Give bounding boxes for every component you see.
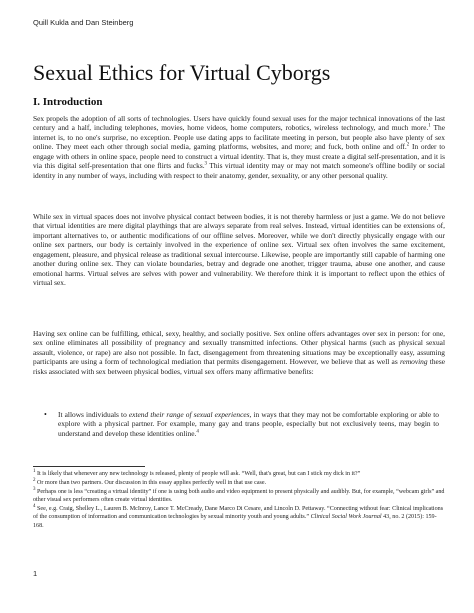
bullet-dot-icon: • [44, 410, 47, 419]
bullet-item-1 [44, 410, 440, 438]
paragraph-1-text-c: In order to engage with others in online space, people need to construct a virtual identity. That is, they must create a digital self-presentation, and it is via this digital self-presentation that one flirts and fucks. [33, 142, 445, 171]
bullet-1-emphasis: extend their range of sexual experiences [128, 410, 250, 419]
footnote-divider [33, 466, 145, 467]
footnote-ref-3[interactable]: 3 [204, 161, 208, 167]
paragraph-3-emphasis: removing [399, 357, 428, 367]
paper-title: Sexual Ethics for Virtual Cyborgs [33, 60, 331, 85]
page-number: 1 [33, 569, 38, 578]
footnote-1 [33, 470, 445, 478]
paragraph-1 [33, 114, 445, 180]
footnote-4 [33, 505, 445, 529]
footnote-1-text: It is likely that whenever any new technology is released, plenty of people will ask. “Well, that's great, but can I stick my dick in it?” [35, 471, 361, 477]
paragraph-3 [33, 329, 445, 376]
footnote-2 [33, 479, 445, 487]
footnote-ref-4[interactable]: 4 [196, 429, 199, 435]
paragraph-3-text-b: these risks associated with sex between physical bodies, virtual sex offers many affirmative benefits: [33, 357, 445, 376]
paragraph-3-text-a: Having sex online can be fulfilling, ethical, sexy, healthy, and socially positive. Sex online offers advantages over sex in person: for one, sex online eliminates all possibility of pregnancy and sexually transmitted infections. Other physical harms (such as physical sexual assault, violence, or rape) are also not possible. In fact, disengagement from threatening situations may be exceptionally easy, assuming participants are using a form of technological mediation that permits disengagement. However, we believe that as well as [33, 329, 445, 367]
bullet-1-text-b: , in ways that they may not be comfortable exploring or able to explore with a physical partner. For example, many gay and trans people, especially but not exclusively teens, may begin to understand and develop these identities online. [58, 410, 440, 438]
paragraph-1-text-a: Sex propels the adoption of all sorts of technologies. Users have quickly found sexual uses for the major technical innovations of the last century and a half, including telephones, movies, home videos, home computers, robotics, wireless technology, and much more. [33, 114, 445, 133]
running-header: Quill Kukla and Dan Steinberg [33, 18, 134, 27]
footnote-4-journal: Clinical Social Work Journal [310, 514, 382, 521]
footnote-3 [33, 488, 445, 504]
footnote-3-text: Perhaps one is less “creating a virtual identity” if one is using both audio and video equipment to present physically and audibly. But, for example, “webcam girls” and other visual sex performers often create virtual identities. [33, 489, 445, 504]
footnote-1-number: 1 [33, 468, 36, 474]
footnote-2-text: Or more than two partners. Our discussion in this essay applies perfectly well in that use case. [35, 480, 267, 487]
footnote-4-number: 4 [33, 504, 36, 510]
paragraph-2: While sex in virtual spaces does not involve physical contact between bodies, it is not thereby harmless or just a game. We do not believe that virtual identities are mere digital playthings that are always separate from real selves. Instead, virtual identities can be extensions of, important alternatives to, or authentic modifications of our offline selves. Moreover, while we don't directly physically engage with our online sex partners, our body is certainly involved in the experience of online sex. Virtual sex often involves the same excitement, engagement, pleasure, and physical release as traditional sexual intercourse. Likewise, people are importantly still capable of harming one another during online sex. They can violate boundaries, betray and degrade one another, trigger trauma, abuse one another, and cause emotional harms. Virtual selves are selves with power and vulnerability. We therefore think it is important to reflect upon the ethics of virtual sex. [33, 212, 445, 288]
footnote-2-number: 2 [33, 478, 36, 484]
footnote-4-tail: 43, no. 2 (2015): 159-168. [33, 514, 437, 529]
footnote-4-text: See, e.g. Craig, Shelley L., Lauren B. McInroy, Lance T. McCready, Dane Marco Di Cesare, and Lincoln D. Pettaway. “Connecting without fear: Clinical implications of the consumption of information and communication technologies by sexual minority youth and young adults.” [33, 506, 444, 521]
bullet-1-text-a: It allows individuals to [58, 410, 129, 419]
footnote-3-number: 3 [33, 487, 36, 493]
section-heading: I. Introduction [33, 96, 103, 108]
paragraph-1-text-b: The internet is, to no one's surprise, no exception. People use dating apps to facilitate meeting in person, but people also have plenty of sex online. They meet each other through social media, gaming platforms, websites, and more; and fuck, both online and off. [33, 123, 445, 152]
paragraph-1-text-d: This virtual identity may or may not match someone's offline bodily or social identity in any number of ways, including with respect to their anatomy, gender, sexuality, or any other personal quality. [33, 161, 445, 180]
footnotes [33, 470, 445, 531]
footnote-ref-2[interactable]: 2 [406, 142, 410, 148]
footnote-ref-1[interactable]: 1 [428, 123, 431, 129]
